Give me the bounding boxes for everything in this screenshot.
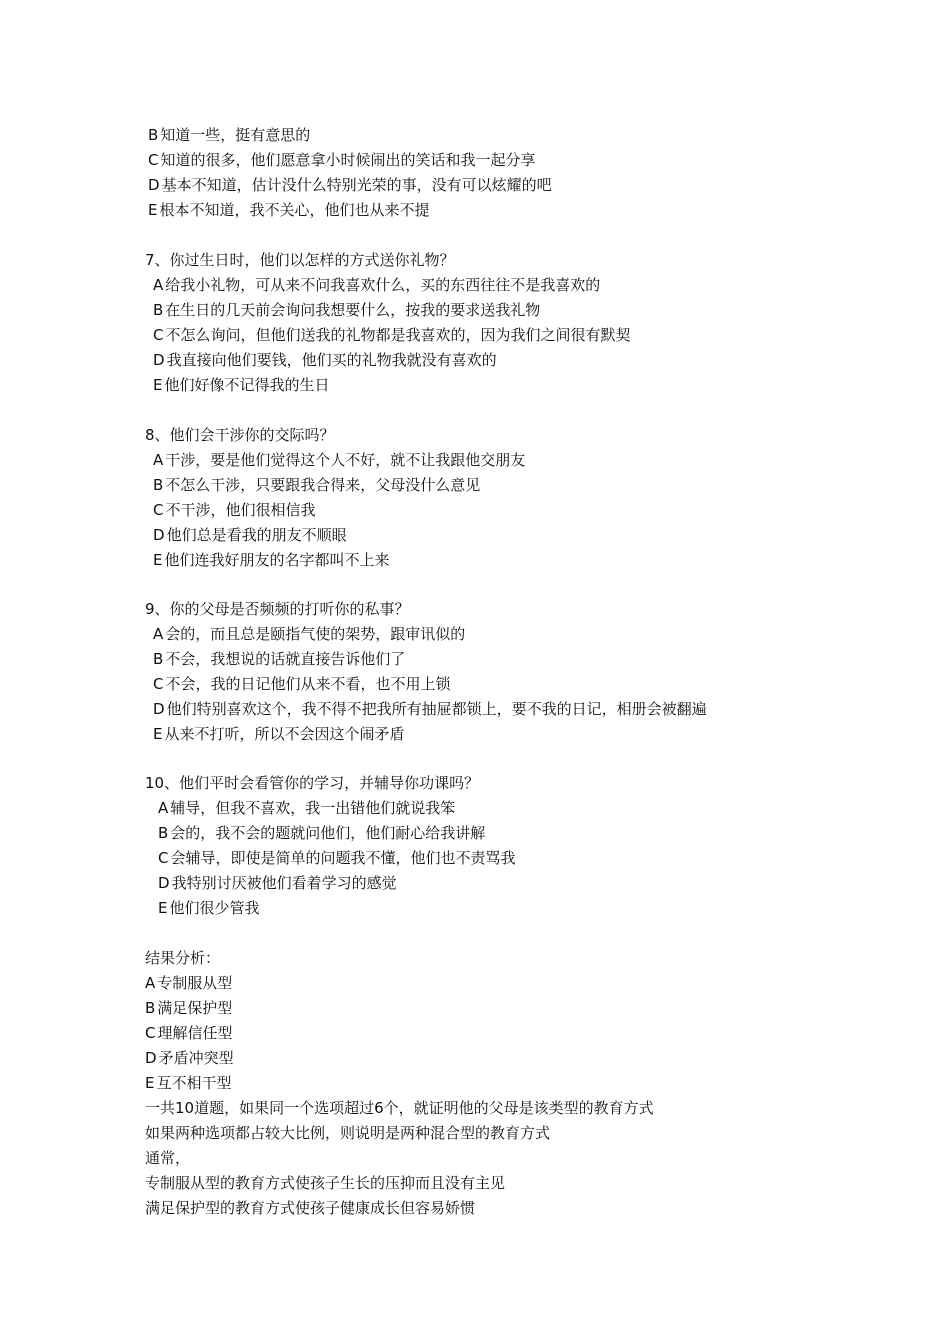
result-note: 专制服从型的教育方式使孩子生长的压抑而且没有主见 <box>145 1174 506 1192</box>
q7-option-d <box>153 351 497 369</box>
option-letter: A <box>158 799 169 817</box>
option-text: 根本不知道，我不关心，他们也从来不提 <box>159 201 430 219</box>
option-text: 给我小礼物，可从来不问我喜欢什么，买的东西往往不是我喜欢的 <box>165 276 601 294</box>
type-letter: B <box>145 999 156 1017</box>
type-letter: E <box>145 1074 155 1092</box>
option-letter: A <box>153 451 164 469</box>
type-text: 专制服从型 <box>157 974 233 992</box>
result-type-c <box>145 1024 233 1042</box>
q6-option-d <box>148 176 552 194</box>
type-text: 满足保护型 <box>157 999 233 1017</box>
option-letter: D <box>153 700 165 718</box>
result-type-b <box>145 999 232 1017</box>
option-text: 他们很少管我 <box>169 899 260 917</box>
option-text: 不干涉，他们很相信我 <box>165 501 316 519</box>
option-letter: E <box>153 551 163 569</box>
option-letter: E <box>148 201 158 219</box>
result-type-a <box>145 974 232 992</box>
option-text: 从来不打听，所以不会因这个闹矛盾 <box>164 725 405 743</box>
option-letter: B <box>158 824 169 842</box>
q9-question: 9、你的父母是否频频的打听你的私事？ <box>145 600 410 618</box>
q9-option-e <box>153 725 405 743</box>
option-text: 我特别讨厌被他们看着学习的感觉 <box>171 874 397 892</box>
option-letter: B <box>148 126 159 144</box>
q7-option-e <box>153 376 330 394</box>
option-letter: A <box>153 276 164 294</box>
results-heading: 结果分析： <box>145 949 221 967</box>
q8-question: 8、他们会干涉你的交际吗？ <box>145 426 335 444</box>
option-letter: C <box>158 849 169 867</box>
result-type-d <box>145 1049 234 1067</box>
q6-option-e <box>148 201 430 219</box>
option-text: 不怎么干涉，只要跟我合得来，父母没什么意见 <box>165 476 481 494</box>
option-letter: C <box>153 326 164 344</box>
result-type-e <box>145 1074 232 1092</box>
option-letter: D <box>158 874 170 892</box>
q8-option-a <box>153 451 525 469</box>
option-text: 他们好像不记得我的生日 <box>164 376 330 394</box>
option-text: 会的，我不会的题就问他们，他们耐心给我讲解 <box>170 824 486 842</box>
type-text: 矛盾冲突型 <box>158 1049 234 1067</box>
option-text: 知道的很多，他们愿意拿小时候闹出的笑话和我一起分享 <box>160 151 536 169</box>
option-letter: E <box>158 899 168 917</box>
option-text: 不会，我的日记他们从来不看，也不用上锁 <box>165 675 451 693</box>
q10-option-d <box>158 874 397 892</box>
q8-option-b <box>153 476 480 494</box>
option-letter: B <box>153 476 164 494</box>
type-letter: A <box>145 974 156 992</box>
q7-option-b <box>153 301 540 319</box>
option-letter: C <box>148 151 159 169</box>
option-text: 我直接向他们要钱，他们买的礼物我就没有喜欢的 <box>166 351 497 369</box>
option-text: 他们连我好朋友的名字都叫不上来 <box>164 551 390 569</box>
option-text: 在生日的几天前会询问我想要什么，按我的要求送我礼物 <box>165 301 541 319</box>
result-note: 满足保护型的教育方式使孩子健康成长但容易娇惯 <box>145 1199 476 1217</box>
option-text: 知道一些，挺有意思的 <box>160 126 311 144</box>
option-text: 不怎么询问，但他们送我的礼物都是我喜欢的，因为我们之间很有默契 <box>165 326 631 344</box>
type-text: 互不相干型 <box>156 1074 232 1092</box>
q8-option-d <box>153 526 347 544</box>
option-letter: B <box>153 301 164 319</box>
result-note: 如果两种选项都占较大比例，则说明是两种混合型的教育方式 <box>145 1124 551 1142</box>
q7-option-c <box>153 326 631 344</box>
option-text: 会的，而且总是颐指气使的架势，跟审讯似的 <box>165 625 466 643</box>
option-text: 他们总是看我的朋友不顺眼 <box>166 526 347 544</box>
option-text: 会辅导，即使是简单的问题我不懂，他们也不责骂我 <box>170 849 516 867</box>
option-text: 基本不知道，估计没什么特别光荣的事，没有可以炫耀的吧 <box>161 176 552 194</box>
q6-option-b <box>148 126 310 144</box>
q10-question: 10、他们平时会看管你的学习，并辅导你功课吗？ <box>145 774 480 792</box>
option-text: 干涉，要是他们觉得这个人不好，就不让我跟他交朋友 <box>165 451 526 469</box>
q10-option-b <box>158 824 485 842</box>
q9-option-a <box>153 625 465 643</box>
q9-option-c <box>153 675 451 693</box>
q10-option-c <box>158 849 516 867</box>
option-text: 不会，我想说的话就直接告诉他们了 <box>165 650 406 668</box>
option-text: 他们特别喜欢这个，我不得不把我所有抽屉都锁上，要不我的日记，相册会被翻遍 <box>166 700 707 718</box>
q7-option-a <box>153 276 600 294</box>
q9-option-d <box>153 700 707 718</box>
option-text: 辅导，但我不喜欢，我一出错他们就说我笨 <box>170 799 456 817</box>
option-letter: C <box>153 675 164 693</box>
q10-option-e <box>158 899 260 917</box>
q10-option-a <box>158 799 455 817</box>
q9-option-b <box>153 650 405 668</box>
option-letter: D <box>153 351 165 369</box>
q8-option-e <box>153 551 390 569</box>
type-letter: D <box>145 1049 157 1067</box>
option-letter: E <box>153 376 163 394</box>
q6-option-c <box>148 151 536 169</box>
option-letter: E <box>153 725 163 743</box>
option-letter: A <box>153 625 164 643</box>
option-letter: C <box>153 501 164 519</box>
type-text: 理解信任型 <box>157 1024 233 1042</box>
option-letter: B <box>153 650 164 668</box>
option-letter: D <box>148 176 160 194</box>
result-note: 通常， <box>145 1149 191 1167</box>
result-note: 一共10道题，如果同一个选项超过6个，就证明他的父母是该类型的教育方式 <box>145 1099 654 1117</box>
q7-question: 7、你过生日时，他们以怎样的方式送你礼物？ <box>145 251 455 269</box>
option-letter: D <box>153 526 165 544</box>
q8-option-c <box>153 501 316 519</box>
type-letter: C <box>145 1024 156 1042</box>
